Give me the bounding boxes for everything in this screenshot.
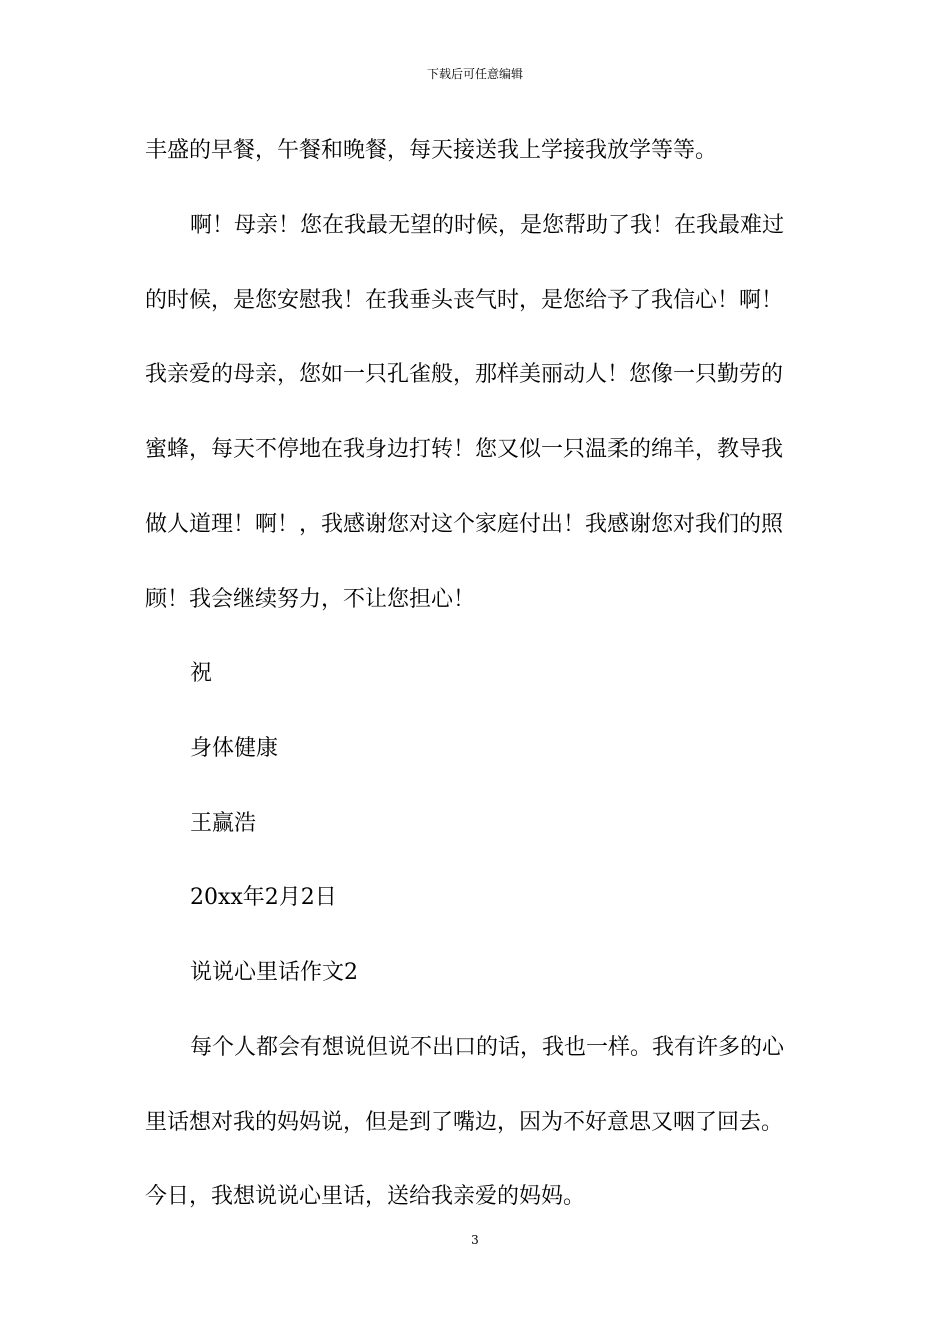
page-number: 3 [471,1233,479,1247]
body-line-2: 啊！母亲！您在我最无望的时候，是您帮助了我！在我最难过 [190,213,785,238]
body-line-14: 里话想对我的妈妈说，但是到了嘴边，因为不好意思又咽了回去。 [145,1110,784,1135]
signature-date: 20xx年2月2日 [190,885,337,910]
body-line-7: 顾！我会继续努力，不让您担心！ [145,587,476,612]
body-line-13: 每个人都会有想说但说不出口的话，我也一样。我有许多的心 [190,1035,785,1060]
body-line-6: 做人道理！啊！，我感谢您对这个家庭付出！我感谢您对我们的照 [145,512,784,537]
body-line-15: 今日，我想说说心里话，送给我亲爱的妈妈。 [145,1184,586,1209]
salutation: 祝 [190,661,213,686]
body-line-5: 蜜蜂，每天不停地在我身边打转！您又似一只温柔的绵羊，教导我 [145,437,784,462]
body-line-3: 的时候，是您安慰我！在我垂头丧气时，是您给予了我信心！啊！ [145,288,784,313]
signature-name: 王赢浩 [190,811,257,836]
header-note: 下载后可任意编辑 [426,67,523,81]
body-line-4: 我亲爱的母亲，您如一只孔雀般，那样美丽动人！您像一只勤劳的 [145,362,784,387]
body-line-1: 丰盛的早餐，午餐和晚餐，每天接送我上学接我放学等等。 [145,138,718,163]
wish: 身体健康 [190,736,279,761]
section-title: 说说心里话作文2 [190,960,358,985]
